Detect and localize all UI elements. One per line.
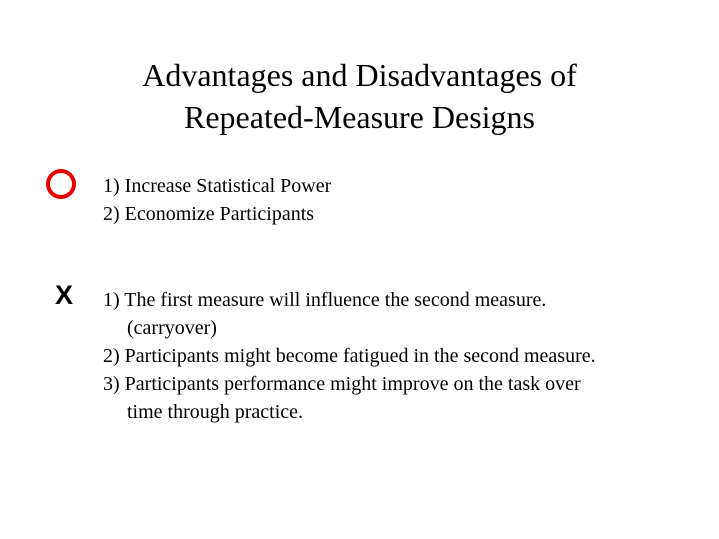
disadvantages-list [103, 286, 596, 426]
red-circle-icon [46, 169, 76, 199]
advantages-list [103, 172, 331, 228]
list-item: 2) Economize Participants [103, 203, 315, 225]
list-item: 1) Increase Statistical Power [103, 175, 332, 197]
item-continuation: time through practice. [127, 401, 304, 423]
item-text: 3) Participants performance might improve on the task over [103, 373, 581, 395]
item-continuation: (carryover) [127, 317, 217, 339]
item-text: 1) The first measure will influence the second measure. [103, 289, 547, 311]
title-line-2: Repeated-Measure Designs [184, 99, 535, 135]
title-line-1: Advantages and Disadvantages of [142, 57, 577, 93]
list-item [103, 370, 596, 426]
item-text: 2) Participants might become fatigued in the second measure. [103, 345, 596, 367]
list-item [103, 286, 596, 342]
slide-title [0, 54, 719, 138]
list-item [103, 342, 596, 370]
x-mark-icon: X [55, 280, 74, 310]
